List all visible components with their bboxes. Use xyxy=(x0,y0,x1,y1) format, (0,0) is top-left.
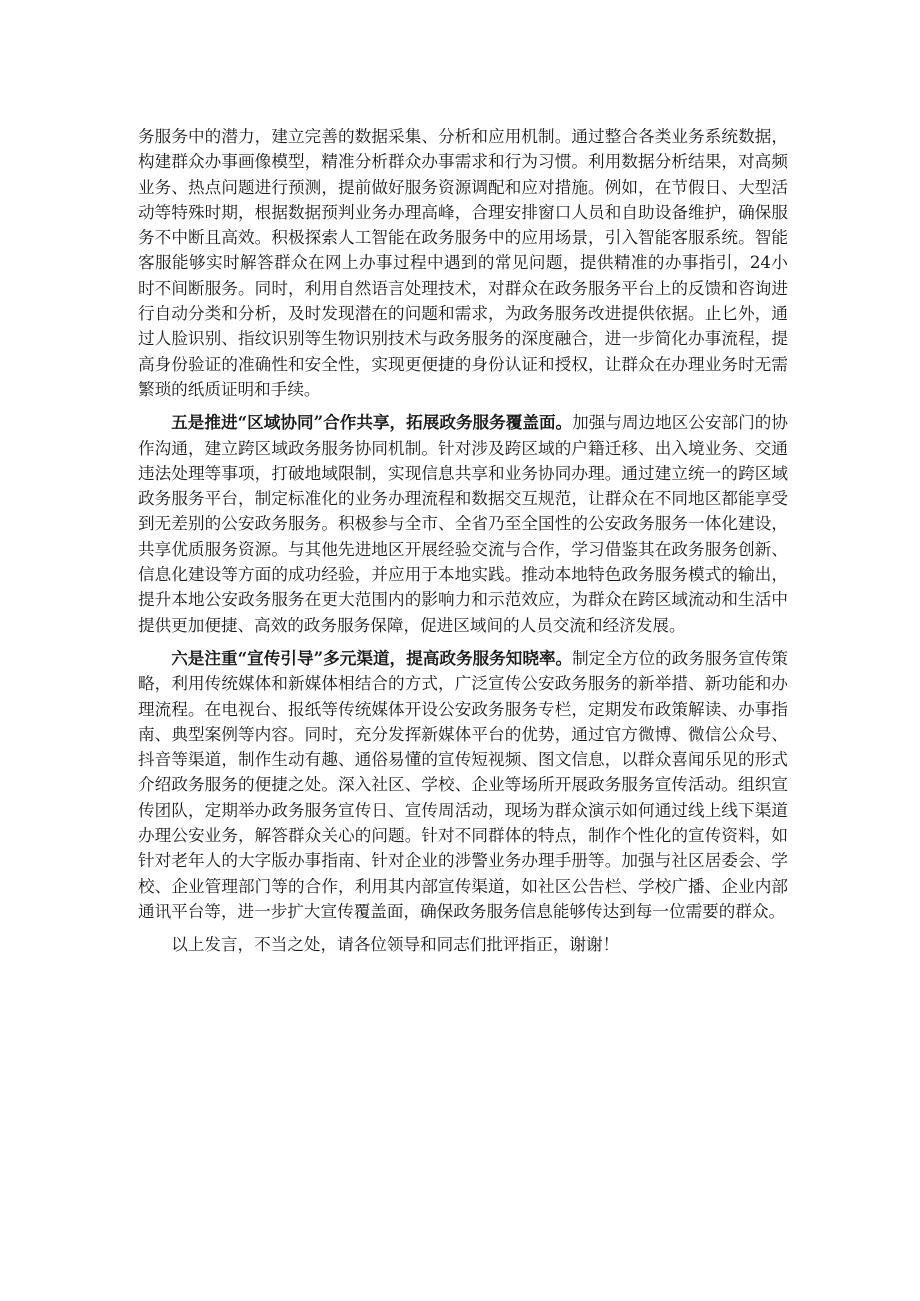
paragraph-heading: 五是推进“区域协同”合作共享，拓展政务服务覆盖面。 xyxy=(171,412,573,433)
paragraph-publicity-guidance xyxy=(138,646,788,924)
paragraph-heading: 六是注重“宣传引导”多元渠道，提高政务服务知晓率。 xyxy=(171,647,573,668)
paragraph-text: 制定全方位的政务服务宣传策略，利用传统媒体和新媒体相结合的方式，广泛宣传公安政务服务的新举措、新功能和办理流程。在电视台、报纸等传统媒体开设公安政务服务专栏，定期发布政策解读、办事指南、典型案例等内容。同时，充分发挥新媒体平台的优势，通过官方微博、微信公众号、抖音等渠道，制作生动有趣、通俗易懂的宣传短视频、图文信息，以群众喜闻乐见的形式介绍政务服务的便捷之处。深入社区、学校、企业等场所开展政务服务宣传活动。组织宣传团队，定期举办政务服务宣传日、宣传周活动，现场为群众演示如何通过线上线下渠道办理公安业务，解答群众关心的问题。针对不同群体的特点，制作个性化的宣传资料，如针对老年人的大字版办事指南、针对企业的涉警业务办理手册等。加强与社区居委会、学校、企业管理部门等的合作，利用其内部宣传渠道，如社区公告栏、学校广播、企业内部通讯平台等，进一步扩大宣传覆盖面，确保政务服务信息能够传达到每一位需要的群众。 xyxy=(138,648,789,921)
paragraph-text: 务服务中的潜力，建立完善的数据采集、分析和应用机制。通过整合各类业务系统数据，构建群众办事画像模型，精准分析群众办事需求和行为习惯。利用数据分析结果，对高频业务、热点问题进行预测，提前做好服务资源调配和应对措施。例如，在节假日、大型活动等特殊时期，根据数据预判业务办理高峰，合理安排窗口人员和自助设备维护，确保服务不中断且高效。积极探索人工智能在政务服务中的应用场景，引入智能客服系统。智能客服能够实时解答群众在网上办事过程中遇到的常见问题，提供精准的办事指引，24小时不间断服务。同时，利用自然语言处理技术，对群众在政务服务平台上的反馈和咨询进行自动分类和分析，及时发现潜在的问题和需求，为政务服务改进提供依据。止匕外，通过人脸识别、指纹识别等生物识别技术与政务服务的深度融合，进一步简化办事流程，提高身份验证的准确性和安全性，实现更便捷的身份认证和授权，让群众在办理业务时无需繁琐的纸质证明和手续。 xyxy=(138,127,788,399)
paragraph-text: 加强与周边地区公安部门的协作沟通，建立跨区域政务服务协同机制。针对涉及跨区域的户籍迁移、出入境业务、交通违法处理等事项，打破地域限制，实现信息共享和业务协同办理。通过建立统一的跨区域政务服务平台，制定标准化的业务办理流程和数据交互规范，让群众在不同地区都能享受到无差别的公安政务服务。积极参与全市、全省乃至全国性的公安政务服务一体化建设，共享优质服务资源。与其他先进地区开展经验交流与合作，学习借鉴其在政务服务创新、信息化建设等方面的成功经验，并应用于本地实践。推动本地特色政务服务模式的输出，提升本地公安政务服务在更大范围内的影响力和示范效应，为群众在跨区域流动和生活中提供更加便捷、高效的政务服务保障，促进区域间的人员交流和经济发展。 xyxy=(138,413,789,635)
document-body xyxy=(138,124,788,966)
paragraph-text: 以上发言，不当之处，请各位领导和同志们批评指正，谢谢！ xyxy=(171,935,620,955)
paragraph-regional-collaboration xyxy=(138,410,788,638)
paragraph-data-service xyxy=(138,124,788,402)
paragraph-closing xyxy=(138,932,788,957)
